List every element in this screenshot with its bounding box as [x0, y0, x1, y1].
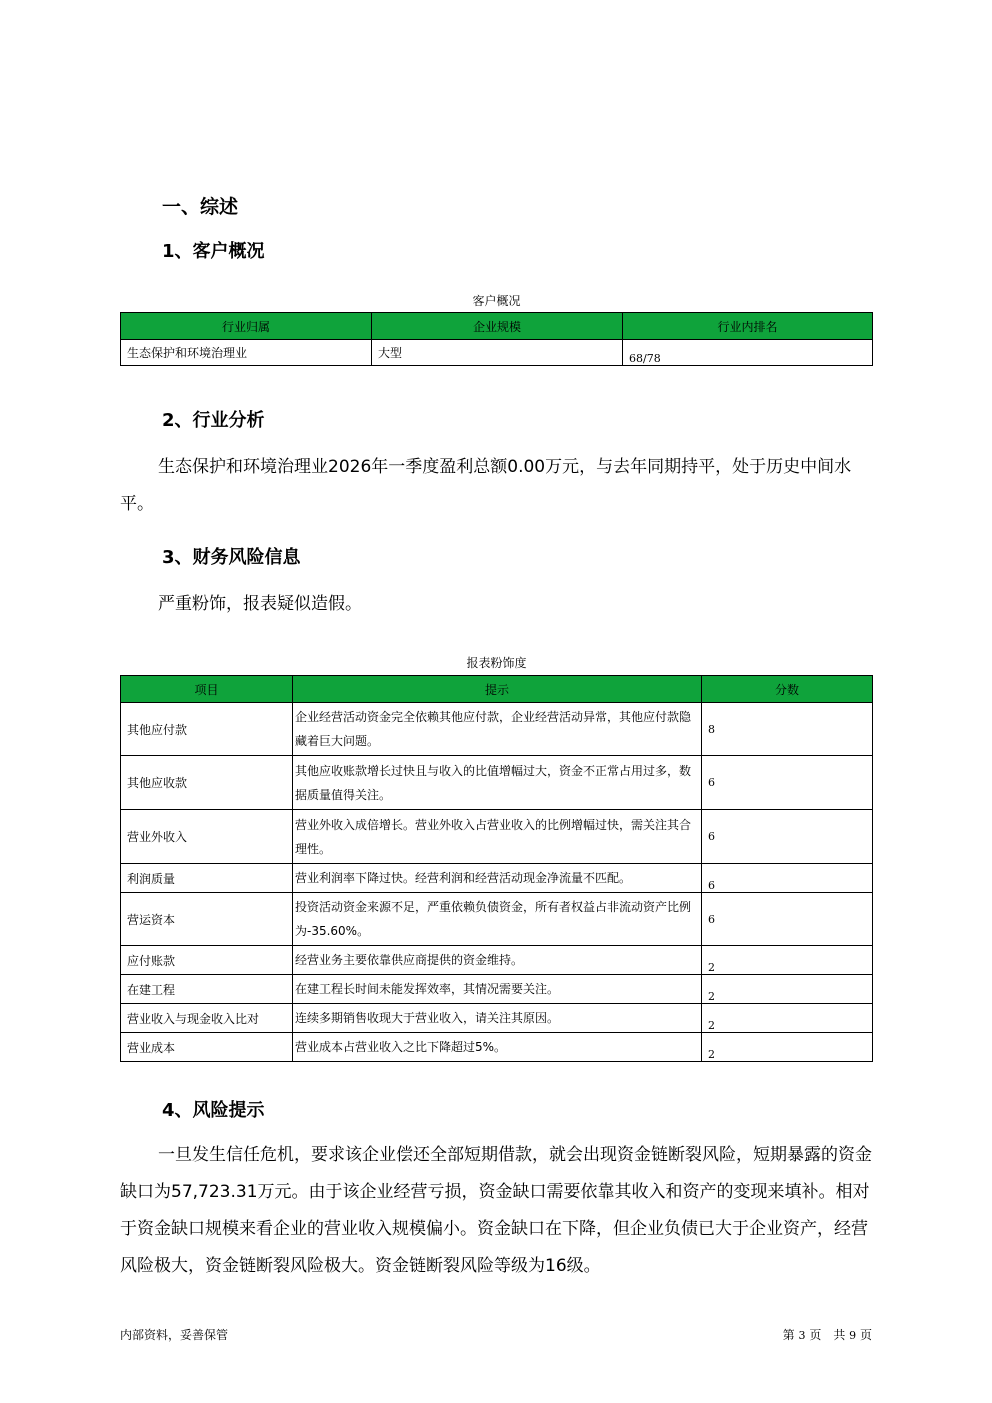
customer-col-scale: 企业规模: [372, 313, 623, 340]
section-title-overview: 一、综述: [162, 196, 239, 218]
row-score: 6: [702, 756, 873, 810]
risk-paragraph: 一旦发生信任危机，要求该企业偿还全部短期借款，就会出现资金链断裂风险，短期暴露的资金缺口为57,723.31万元。由于该企业经营亏损，资金缺口需要依靠其收入和资产的变现来填补。相对于资金缺口规模来看企业的营业收入规模偏小。资金缺口在下降，但企业负债已大于企业资产，经营风险极大，资金链断裂风险极大。资金链断裂风险等级为16级。: [120, 1145, 872, 1276]
table-row: [121, 864, 873, 893]
row-item: 其他应付款: [121, 703, 293, 756]
row-hint: 营业利润率下降过快。经营利润和经营活动现金净流量不匹配。: [293, 864, 702, 893]
row-score: 6: [702, 810, 873, 864]
row-item: 应付账款: [121, 946, 293, 975]
row-item: 营运资本: [121, 893, 293, 946]
page-suffix: 页: [859, 1328, 872, 1342]
row-item: 利润质量: [121, 864, 293, 893]
page-mid: 页 共: [809, 1328, 846, 1342]
customer-industry-value: 生态保护和环境治理业: [121, 340, 372, 366]
section-title-finance: 3、财务风险信息: [162, 547, 301, 568]
table-row: [121, 756, 873, 810]
whitewash-table-caption: 报表粉饰度: [466, 656, 527, 670]
whitewash-col-item: 项目: [121, 676, 293, 703]
section-title-customer: 1、客户概况: [162, 241, 265, 262]
table-row: [121, 946, 873, 975]
row-hint: 在建工程长时间未能发挥效率，其情况需要关注。: [293, 975, 702, 1004]
customer-scale-value: 大型: [372, 340, 623, 366]
customer-col-rank: 行业内排名: [623, 313, 873, 340]
table-row: [121, 1004, 873, 1033]
row-hint: 其他应收账款增长过快且与收入的比值增幅过大，资金不正常占用过多，数据质量值得关注。: [293, 756, 702, 810]
row-score: 8: [702, 703, 873, 756]
section-title-industry: 2、行业分析: [162, 410, 265, 431]
table-row: [121, 703, 873, 756]
whitewash-table: [120, 675, 873, 1062]
row-score: 2: [702, 1033, 873, 1062]
page-current: 3: [798, 1329, 806, 1342]
section-title-risk: 4、风险提示: [162, 1100, 265, 1121]
row-item: 在建工程: [121, 975, 293, 1004]
industry-paragraph: 生态保护和环境治理业2026年一季度盈利总额0.00万元，与去年同期持平，处于历史中间水平。: [120, 457, 852, 514]
customer-table: [120, 312, 873, 366]
footer-confidential: 内部资料，妥善保管: [120, 1328, 229, 1342]
row-item: 营业收入与现金收入比对: [121, 1004, 293, 1033]
row-item: 营业成本: [121, 1033, 293, 1062]
row-item: 营业外收入: [121, 810, 293, 864]
whitewash-col-hint: 提示: [293, 676, 702, 703]
row-hint: 连续多期销售收现大于营业收入，请关注其原因。: [293, 1004, 702, 1033]
row-item: 其他应收款: [121, 756, 293, 810]
finance-paragraph: 严重粉饰，报表疑似造假。: [158, 594, 362, 614]
table-row: [121, 1033, 873, 1062]
table-row: [121, 893, 873, 946]
row-score: 2: [702, 1004, 873, 1033]
row-score: 2: [702, 975, 873, 1004]
row-hint: 营业外收入成倍增长。营业外收入占营业收入的比例增幅过快，需关注其合理性。: [293, 810, 702, 864]
page-prefix: 第: [782, 1328, 795, 1342]
customer-col-industry: 行业归属: [121, 313, 372, 340]
row-score: 2: [702, 946, 873, 975]
table-row: [121, 975, 873, 1004]
footer-page-number: [783, 1326, 872, 1343]
row-hint: 经营业务主要依靠供应商提供的资金维持。: [293, 946, 702, 975]
whitewash-col-score: 分数: [702, 676, 873, 703]
row-score: 6: [702, 893, 873, 946]
row-hint: 投资活动资金来源不足，严重依赖负债资金，所有者权益占非流动资产比例为-35.60%。: [293, 893, 702, 946]
row-hint: 企业经营活动资金完全依赖其他应付款，企业经营活动异常，其他应付款隐藏着巨大问题。: [293, 703, 702, 756]
table-row: [121, 810, 873, 864]
customer-table-caption: 客户概况: [472, 294, 521, 308]
page-total: 9: [849, 1329, 857, 1342]
row-score: 6: [702, 864, 873, 893]
row-hint: 营业成本占营业收入之比下降超过5%。: [293, 1033, 702, 1062]
customer-rank-value: 68/78: [623, 340, 873, 366]
